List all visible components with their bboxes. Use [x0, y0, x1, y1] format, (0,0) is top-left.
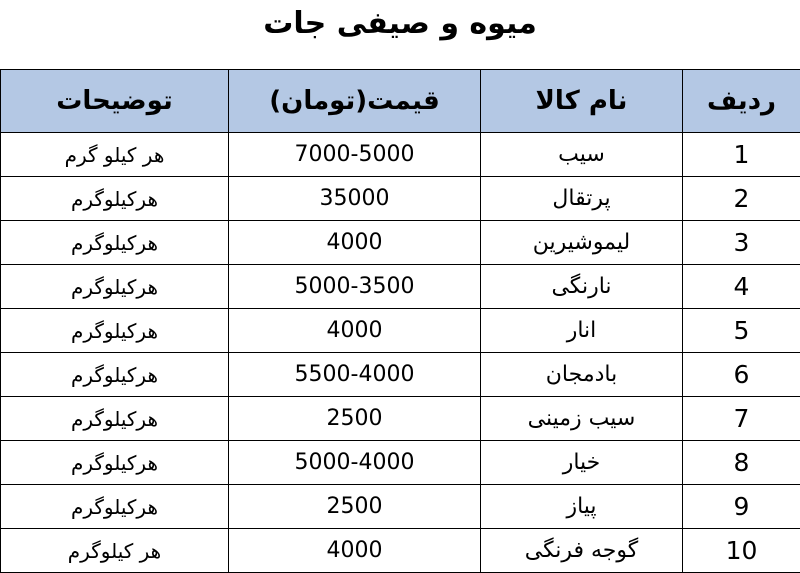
price-cell: 2500	[229, 485, 481, 529]
table-row	[1, 485, 800, 529]
price-cell: 5000-4000	[229, 441, 481, 485]
row-number-cell: 10	[683, 529, 800, 573]
item-name-cell: نارنگی	[481, 265, 683, 309]
table-row	[1, 177, 800, 221]
item-name-cell: سیب زمینی	[481, 397, 683, 441]
description-cell: هر کیلوگرم	[1, 529, 229, 573]
row-number-cell: 5	[683, 309, 800, 353]
description-cell: هرکیلوگرم	[1, 441, 229, 485]
table-row	[1, 353, 800, 397]
table-row	[1, 265, 800, 309]
row-number-cell: 4	[683, 265, 800, 309]
page-title: میوه و صیفی جات	[0, 0, 800, 52]
table-row	[1, 397, 800, 441]
table-row	[1, 441, 800, 485]
table-row	[1, 309, 800, 353]
item-name-cell: انار	[481, 309, 683, 353]
price-cell: 7000-5000	[229, 133, 481, 177]
description-cell: هرکیلوگرم	[1, 177, 229, 221]
price-cell: 5500-4000	[229, 353, 481, 397]
table-body	[1, 133, 800, 573]
table-header	[1, 70, 800, 133]
row-number-cell: 6	[683, 353, 800, 397]
table-row	[1, 133, 800, 177]
table-row	[1, 221, 800, 265]
item-name-cell: پرتقال	[481, 177, 683, 221]
column-header-row-number: ردیف	[683, 70, 800, 133]
price-cell: 2500	[229, 397, 481, 441]
table-row	[1, 529, 800, 573]
item-name-cell: سیب	[481, 133, 683, 177]
item-name-cell: لیموشیرین	[481, 221, 683, 265]
row-number-cell: 1	[683, 133, 800, 177]
description-cell: هرکیلوگرم	[1, 485, 229, 529]
price-table-container	[0, 69, 800, 573]
description-cell: هرکیلوگرم	[1, 309, 229, 353]
description-cell: هرکیلوگرم	[1, 353, 229, 397]
item-name-cell: خیار	[481, 441, 683, 485]
row-number-cell: 9	[683, 485, 800, 529]
row-number-cell: 3	[683, 221, 800, 265]
row-number-cell: 2	[683, 177, 800, 221]
description-cell: هرکیلوگرم	[1, 265, 229, 309]
row-number-cell: 8	[683, 441, 800, 485]
price-table	[0, 69, 800, 573]
price-cell: 35000	[229, 177, 481, 221]
item-name-cell: پیاز	[481, 485, 683, 529]
description-cell: هرکیلوگرم	[1, 221, 229, 265]
item-name-cell: گوجه فرنگی	[481, 529, 683, 573]
row-number-cell: 7	[683, 397, 800, 441]
table-header-row	[1, 70, 800, 133]
price-cell: 4000	[229, 309, 481, 353]
description-cell: هرکیلوگرم	[1, 397, 229, 441]
description-cell: هر کیلو گرم	[1, 133, 229, 177]
item-name-cell: بادمجان	[481, 353, 683, 397]
column-header-description: توضیحات	[1, 70, 229, 133]
column-header-price: قیمت(تومان)	[229, 70, 481, 133]
price-cell: 4000	[229, 529, 481, 573]
price-cell: 4000	[229, 221, 481, 265]
price-cell: 5000-3500	[229, 265, 481, 309]
column-header-item-name: نام کالا	[481, 70, 683, 133]
